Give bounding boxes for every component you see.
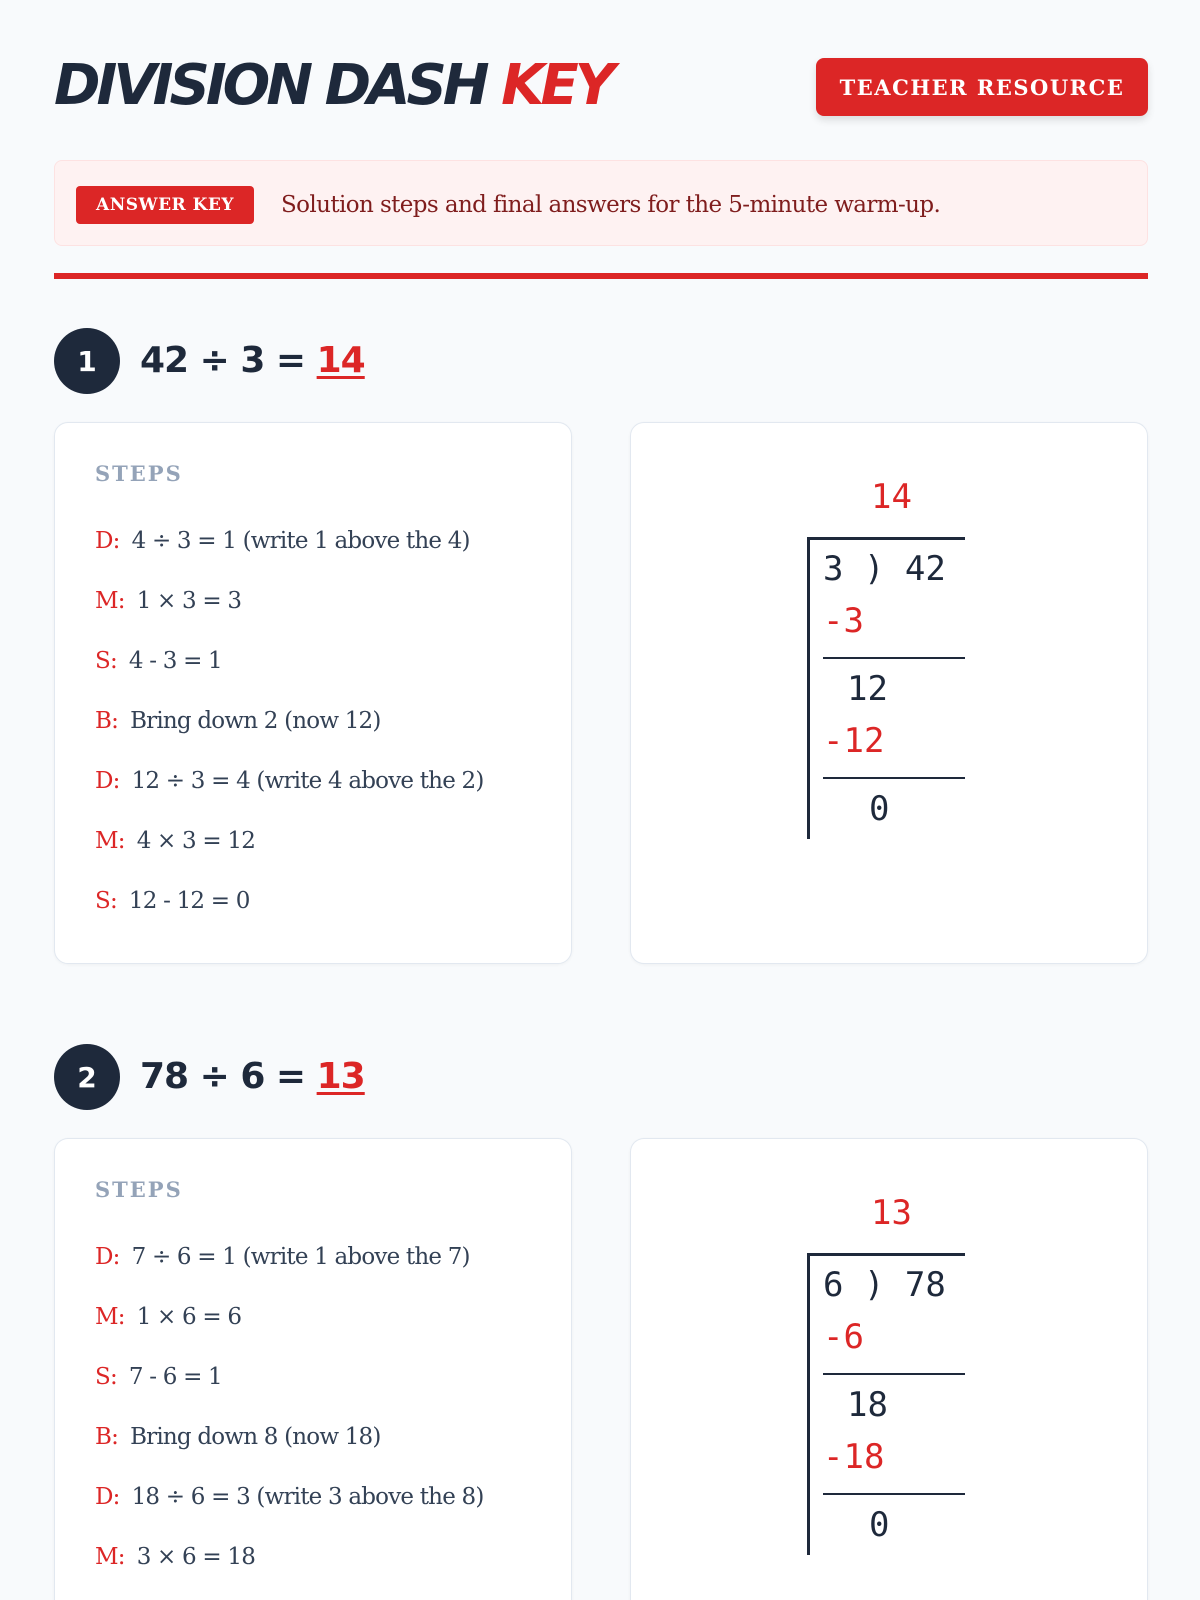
quotient: 14 — [871, 477, 912, 517]
step-row — [95, 1417, 381, 1457]
step-text: 4 × 3 = 12 — [136, 828, 256, 854]
subtraction-2: -12 — [823, 721, 885, 761]
step-text: Bring down 8 (now 18) — [130, 1424, 381, 1450]
divisor-dividend: 3 ) 42 — [823, 549, 946, 589]
equation-text: 78 ÷ 6 = — [140, 1056, 306, 1097]
step-row — [95, 1237, 470, 1277]
answer-key-banner — [54, 160, 1148, 246]
step-row — [95, 581, 241, 621]
problem-1 — [54, 328, 1148, 968]
bring-down-value: 12 — [847, 669, 888, 709]
step-text: 1 × 3 = 3 — [136, 588, 242, 614]
step-row — [95, 761, 484, 801]
subtraction-1: -6 — [823, 1317, 864, 1357]
steps-heading: STEPS — [95, 461, 183, 486]
divisor-dividend: 6 ) 78 — [823, 1265, 946, 1305]
problem-number-badge: 1 — [54, 328, 120, 394]
step-row — [95, 821, 255, 861]
problem-equation — [140, 1044, 365, 1110]
quotient: 13 — [871, 1193, 912, 1233]
steps-card — [54, 422, 572, 964]
step-code: S: — [95, 888, 117, 914]
step-text: 1 × 6 = 6 — [136, 1304, 242, 1330]
section-divider — [54, 273, 1148, 279]
step-code: D: — [95, 1484, 120, 1510]
subtraction-line-1 — [823, 1373, 965, 1375]
step-code: D: — [95, 528, 120, 554]
subtraction-2: -18 — [823, 1437, 885, 1477]
remainder: 0 — [869, 789, 890, 829]
step-code: D: — [95, 1244, 120, 1270]
step-text: 7 - 6 = 1 — [128, 1364, 222, 1390]
step-code: M: — [95, 1304, 125, 1330]
step-code: S: — [95, 1364, 117, 1390]
steps-heading: STEPS — [95, 1177, 183, 1202]
step-code: M: — [95, 588, 125, 614]
step-text: 12 ÷ 3 = 4 (write 4 above the 2) — [131, 768, 484, 794]
step-code: B: — [95, 708, 119, 734]
step-code: S: — [95, 648, 117, 674]
subtraction-1: -3 — [823, 601, 864, 641]
step-row — [95, 521, 470, 561]
final-answer: 13 — [316, 1056, 365, 1097]
remainder: 0 — [869, 1505, 890, 1545]
step-code: M: — [95, 828, 125, 854]
subtraction-line-1 — [823, 657, 965, 659]
long-division-work — [807, 1179, 967, 1600]
problem-header — [54, 328, 654, 394]
subtraction-line-2 — [823, 777, 965, 779]
step-code: B: — [95, 1424, 119, 1450]
final-answer: 14 — [316, 340, 365, 381]
step-text: 18 ÷ 6 = 3 (write 3 above the 8) — [131, 1484, 484, 1510]
step-row — [95, 881, 250, 921]
steps-card — [54, 1138, 572, 1600]
step-text: 12 - 12 = 0 — [128, 888, 250, 914]
title-main: DIVISION DASH — [54, 53, 486, 118]
answer-key-badge: ANSWER KEY — [76, 186, 254, 224]
step-row — [95, 1537, 255, 1577]
long-division-card — [630, 1138, 1148, 1600]
page-title — [54, 53, 612, 118]
step-text: 3 × 6 = 18 — [136, 1544, 256, 1570]
subtraction-line-2 — [823, 1493, 965, 1495]
problem-equation — [140, 328, 365, 394]
long-division-card — [630, 422, 1148, 964]
banner-description: Solution steps and final answers for the 5-minute warm-up. — [281, 192, 941, 218]
teacher-resource-button[interactable]: TEACHER RESOURCE — [816, 58, 1148, 116]
title-accent: KEY — [501, 53, 612, 118]
step-row — [95, 1297, 241, 1337]
step-row — [95, 641, 222, 681]
step-text: 4 - 3 = 1 — [128, 648, 222, 674]
problem-number-badge: 2 — [54, 1044, 120, 1110]
problem-2 — [54, 1044, 1148, 1600]
step-text: 7 ÷ 6 = 1 (write 1 above the 7) — [131, 1244, 470, 1270]
step-row — [95, 701, 381, 741]
page-header — [54, 53, 1148, 118]
step-text: 4 ÷ 3 = 1 (write 1 above the 4) — [131, 528, 470, 554]
problem-header — [54, 1044, 654, 1110]
step-row — [95, 1357, 222, 1397]
step-row — [95, 1477, 484, 1517]
step-text: Bring down 2 (now 12) — [130, 708, 381, 734]
long-division-work — [807, 463, 967, 893]
equation-text: 42 ÷ 3 = — [140, 340, 306, 381]
step-code: M: — [95, 1544, 125, 1570]
step-code: D: — [95, 768, 120, 794]
bring-down-value: 18 — [847, 1385, 888, 1425]
